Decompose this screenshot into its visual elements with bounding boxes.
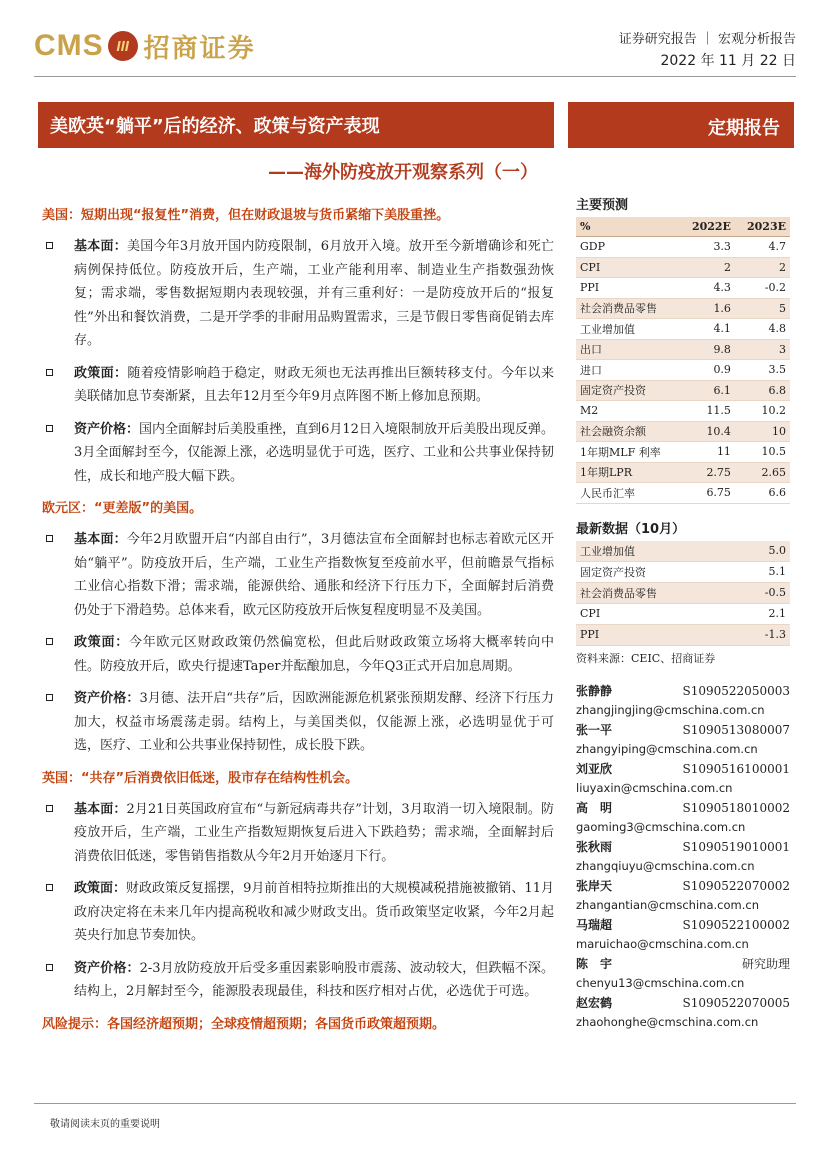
square-bullet-icon <box>46 964 53 971</box>
analyst-cert-id: S1090522070002 <box>682 879 790 893</box>
forecast-value: 3 <box>735 339 790 360</box>
forecast-indicator: 固定资产投资 <box>576 380 680 401</box>
bullet-item <box>42 877 554 948</box>
forecast-value: 2.65 <box>735 462 790 483</box>
analyst-list <box>576 682 790 1033</box>
bullet-label: 基本面： <box>74 532 127 547</box>
forecast-indicator: GDP <box>576 237 680 258</box>
square-bullet-icon <box>46 694 53 701</box>
forecast-value: 6.8 <box>735 380 790 401</box>
bullet-label: 政策面： <box>74 881 127 896</box>
forecast-value: 4.8 <box>735 319 790 340</box>
bullet-text: 美国今年3月放开国内防疫限制，6月放开入境。放开至今新增确诊和死亡病例保持低位。防疫放开后，生产端，工业产能利用率、制造业生产指数强劲恢复；需求端，零售数据短期内表现较强，并有三重利好：一是防疫放开后的“报复性”外出和餐饮消费，二是开学季的非耐用品购置需求，三是节假日零售商促销去库存。 <box>74 239 554 348</box>
analyst-cert-id: S1090516100001 <box>682 762 790 776</box>
logo-badge-icon: III <box>108 31 138 61</box>
forecast-indicator: 人民币汇率 <box>576 483 680 504</box>
latest-data-row <box>576 603 790 624</box>
forecast-indicator: 进口 <box>576 360 680 381</box>
forecast-value: 0.9 <box>680 360 735 381</box>
footer-note: 敬请阅读末页的重要说明 <box>50 1119 160 1130</box>
forecast-value: 10.5 <box>735 442 790 463</box>
forecast-indicator: 工业增加值 <box>576 319 680 340</box>
forecast-row <box>576 237 790 258</box>
latest-data-table <box>576 541 790 646</box>
analyst-cert-id: S1090522050003 <box>682 684 790 698</box>
bullet-item <box>42 798 554 869</box>
analyst-name: 陈 宇 <box>576 957 613 971</box>
forecast-header-row <box>576 217 790 237</box>
forecast-row <box>576 483 790 504</box>
forecast-value: 1.6 <box>680 298 735 319</box>
forecast-col-header: 2022E <box>680 217 735 237</box>
forecast-value: 5 <box>735 298 790 319</box>
latest-indicator: 工业增加值 <box>576 541 735 562</box>
analyst-name: 马瑞超 <box>576 918 613 932</box>
forecast-heading: 主要预测 <box>576 198 629 213</box>
report-date: 2022 年 11 月 22 日 <box>660 53 796 69</box>
analyst-email[interactable]: chenyu13@cmschina.com.cn <box>576 976 745 990</box>
forecast-indicator: M2 <box>576 401 680 422</box>
analyst-cert-id: 研究助理 <box>741 957 790 971</box>
report-tag: 定期报告 <box>708 118 780 139</box>
forecast-row <box>576 401 790 422</box>
bullet-item <box>42 687 554 758</box>
analyst-name: 张岸天 <box>576 879 613 893</box>
square-bullet-icon <box>46 805 53 812</box>
bullet-item <box>42 528 554 622</box>
sidebar <box>576 194 790 666</box>
forecast-row <box>576 298 790 319</box>
forecast-value: 4.7 <box>735 237 790 258</box>
forecast-value: 10.2 <box>735 401 790 422</box>
analyst-cert-id: S1090522070005 <box>682 996 790 1010</box>
forecast-value: 3.5 <box>735 360 790 381</box>
bullet-label: 基本面： <box>74 801 127 817</box>
bullet-text: 今年欧元区财政政策仍然偏宽松，但此后财政政策立场将大概率转向中性。防疫放开后，欧央行提速Taper并酝酿加息，今年Q3正式开启加息周期。 <box>74 635 554 674</box>
forecast-row <box>576 319 790 340</box>
bullet-item <box>42 418 554 489</box>
bullet-label: 政策面： <box>74 365 128 381</box>
analyst-email[interactable]: zhangjingjing@cmschina.com.cn <box>576 703 765 717</box>
section-heading: 欧元区：“更差版”的美国。 <box>42 501 203 516</box>
forecast-value: 10.4 <box>680 421 735 442</box>
bullet-text: 国内全面解封后美股重挫，直到6月12日入境限制放开后美股出现反弹。3月全面解封至今，仅能源上涨，必选明显优于可选，医疗、工业和公共事业保持韧性，成长和地产股大幅下跌。 <box>74 421 554 484</box>
logo-latin: CMS <box>34 29 104 62</box>
analyst-row <box>576 877 790 896</box>
forecast-row <box>576 462 790 483</box>
latest-data-row <box>576 541 790 562</box>
risk-warning: 风险提示：各国经济超预期；全球疫情超预期；各国货币政策超预期。 <box>42 1016 446 1032</box>
square-bullet-icon <box>46 369 53 376</box>
forecast-indicator: 1年期MLF 利率 <box>576 442 680 463</box>
analyst-email[interactable]: liuyaxin@cmschina.com.cn <box>576 781 733 795</box>
company-logo <box>34 26 256 66</box>
forecast-row <box>576 339 790 360</box>
forecast-value: 3.3 <box>680 237 735 258</box>
analyst-cert-id: S1090518010002 <box>682 801 790 815</box>
forecast-indicator: 社会融资余额 <box>576 421 680 442</box>
forecast-row <box>576 257 790 278</box>
forecast-value: 2 <box>735 257 790 278</box>
square-bullet-icon <box>46 884 53 891</box>
latest-data-row <box>576 561 790 582</box>
latest-value: 5.0 <box>735 541 790 562</box>
bullet-item <box>42 362 554 409</box>
latest-data-row <box>576 582 790 603</box>
section-heading: 美国：短期出现“报复性”消费，但在财政退坡与货币紧缩下美股重挫。 <box>42 208 450 223</box>
forecast-value: 6.1 <box>680 380 735 401</box>
bullet-label: 基本面： <box>74 239 127 254</box>
report-title: 美欧英“躺平”后的经济、政策与资产表现 <box>50 116 380 137</box>
bullet-text: 3月德、法开启“共存”后，因欧洲能源危机紧张预期发酵、经济下行压力加大，权益市场震荡走弱。结构上，与美国类似，仅能源上涨，必选明显优于可选，医疗、工业和公共事业保持韧性，成长股下跌。 <box>74 691 554 753</box>
latest-value: -1.3 <box>735 624 790 645</box>
report-subtitle: ——海外防疫放开观察系列（一） <box>268 162 538 183</box>
latest-value: -0.5 <box>735 582 790 603</box>
analyst-name: 赵宏鹤 <box>576 996 613 1010</box>
analyst-row <box>576 799 790 818</box>
square-bullet-icon <box>46 638 53 645</box>
forecast-value: 2.75 <box>680 462 735 483</box>
forecast-col-header: % <box>576 217 680 237</box>
analyst-email[interactable]: gaoming3@cmschina.com.cn <box>576 820 746 834</box>
analyst-row <box>576 721 790 740</box>
latest-indicator: PPI <box>576 624 735 645</box>
analyst-email[interactable]: maruichao@cmschina.com.cn <box>576 937 749 951</box>
bullet-item <box>42 631 554 678</box>
section-heading: 英国：“共存”后消费依旧低迷，股市存在结构性机会。 <box>42 770 359 786</box>
square-bullet-icon <box>46 535 53 542</box>
bullet-label: 政策面： <box>74 635 129 650</box>
analyst-cert-id: S1090522100002 <box>682 918 790 932</box>
forecast-value: 11 <box>680 442 735 463</box>
bullet-label: 资产价格： <box>74 421 140 437</box>
forecast-indicator: 出口 <box>576 339 680 360</box>
forecast-value: 11.5 <box>680 401 735 422</box>
bullet-text: 财政政策反复摇摆，9月前首相特拉斯推出的大规模减税措施被撤销、11月政府决定将在未来几年内提高税收和减少财政支出。货币政策坚定收紧，今年2月起英央行加息节奏加快。 <box>74 881 554 943</box>
bullet-text: 2-3月放防疫放开后受多重因素影响股市震荡、波动较大，但跌幅不深。结构上，2月解封至今，能源股表现最佳，科技和医疗相对占优，必选优于可选。 <box>74 960 554 999</box>
bullet-text: 2月21日英国政府宣布“与新冠病毒共存”计划，3月取消一切入境限制。防疫放开后，生产端，工业生产指数短期恢复后进入下跌趋势；需求端，全面解封后消费依旧低迷，零售销售指数从今年2月开始逐月下行。 <box>74 801 554 864</box>
bullet-item <box>42 235 554 353</box>
forecast-value: -0.2 <box>735 278 790 299</box>
forecast-value: 6.6 <box>735 483 790 504</box>
latest-indicator: CPI <box>576 603 735 624</box>
analyst-name: 张秋雨 <box>576 840 613 854</box>
forecast-value: 6.75 <box>680 483 735 504</box>
analyst-cert-id: S1090519010001 <box>682 840 790 854</box>
footer-divider <box>34 1103 796 1104</box>
forecast-value: 4.3 <box>680 278 735 299</box>
bullet-item <box>42 957 554 1004</box>
analyst-row <box>576 916 790 935</box>
analyst-email[interactable]: zhangqiuyu@cmschina.com.cn <box>576 859 755 873</box>
forecast-row <box>576 360 790 381</box>
analyst-name: 张一平 <box>576 723 613 737</box>
latest-indicator: 固定资产投资 <box>576 561 735 582</box>
analyst-row <box>576 682 790 701</box>
bullet-label: 资产价格： <box>74 691 140 706</box>
analyst-row <box>576 838 790 857</box>
forecast-indicator: PPI <box>576 278 680 299</box>
forecast-row <box>576 380 790 401</box>
header-divider <box>34 76 796 77</box>
forecast-indicator: 社会消费品零售 <box>576 298 680 319</box>
forecast-indicator: 1年期LPR <box>576 462 680 483</box>
analyst-email[interactable]: zhangantian@cmschina.com.cn <box>576 898 759 912</box>
analyst-email[interactable]: zhangyiping@cmschina.com.cn <box>576 742 758 756</box>
report-type: 证券研究报告 ｜ 宏观分析报告 <box>618 32 796 47</box>
forecast-table <box>576 217 790 504</box>
logo-chinese: 招商证券 <box>143 33 256 64</box>
analyst-name: 高 明 <box>576 801 613 815</box>
square-bullet-icon <box>46 242 53 249</box>
analyst-name: 张静静 <box>576 684 613 698</box>
bullet-text: 随着疫情影响趋于稳定，财政无须也无法再推出巨额转移支付。今年以来美联储加息节奏渐紧，且去年12月至今年9月点阵图不断上修加息预期。 <box>74 365 554 404</box>
forecast-row <box>576 278 790 299</box>
latest-data-row <box>576 624 790 645</box>
latest-data-heading: 最新数据（10月） <box>576 521 686 537</box>
bullet-label: 资产价格： <box>74 960 140 976</box>
latest-indicator: 社会消费品零售 <box>576 582 735 603</box>
latest-value: 2.1 <box>735 603 790 624</box>
forecast-row <box>576 421 790 442</box>
forecast-value: 10 <box>735 421 790 442</box>
bullet-text: 今年2月欧盟开启“内部自由行”，3月德法宣布全面解封也标志着欧元区开始“躺平”。防疫放开后，生产端，工业生产指数恢复至疫前水平，但前瞻景气指标工业信心指数下滑；需求端，能源供给、通胀和经济下行压力下，全面解封后消费仍处于下滑趋势。总体来看，欧元区防疫放开后恢复程度明显不及美国。 <box>74 532 554 618</box>
analyst-row <box>576 994 790 1013</box>
latest-value: 5.1 <box>735 561 790 582</box>
forecast-value: 4.1 <box>680 319 735 340</box>
forecast-col-header: 2023E <box>735 217 790 237</box>
forecast-row <box>576 442 790 463</box>
data-source: 资料来源：CEIC、招商证券 <box>576 651 716 665</box>
analyst-row <box>576 955 790 974</box>
analyst-email[interactable]: zhaohonghe@cmschina.com.cn <box>576 1015 759 1029</box>
analyst-row <box>576 760 790 779</box>
forecast-value: 9.8 <box>680 339 735 360</box>
square-bullet-icon <box>46 425 53 432</box>
analyst-name: 刘亚欣 <box>576 762 613 776</box>
main-content <box>42 204 554 1032</box>
forecast-indicator: CPI <box>576 257 680 278</box>
analyst-cert-id: S1090513080007 <box>682 723 790 737</box>
forecast-value: 2 <box>680 257 735 278</box>
